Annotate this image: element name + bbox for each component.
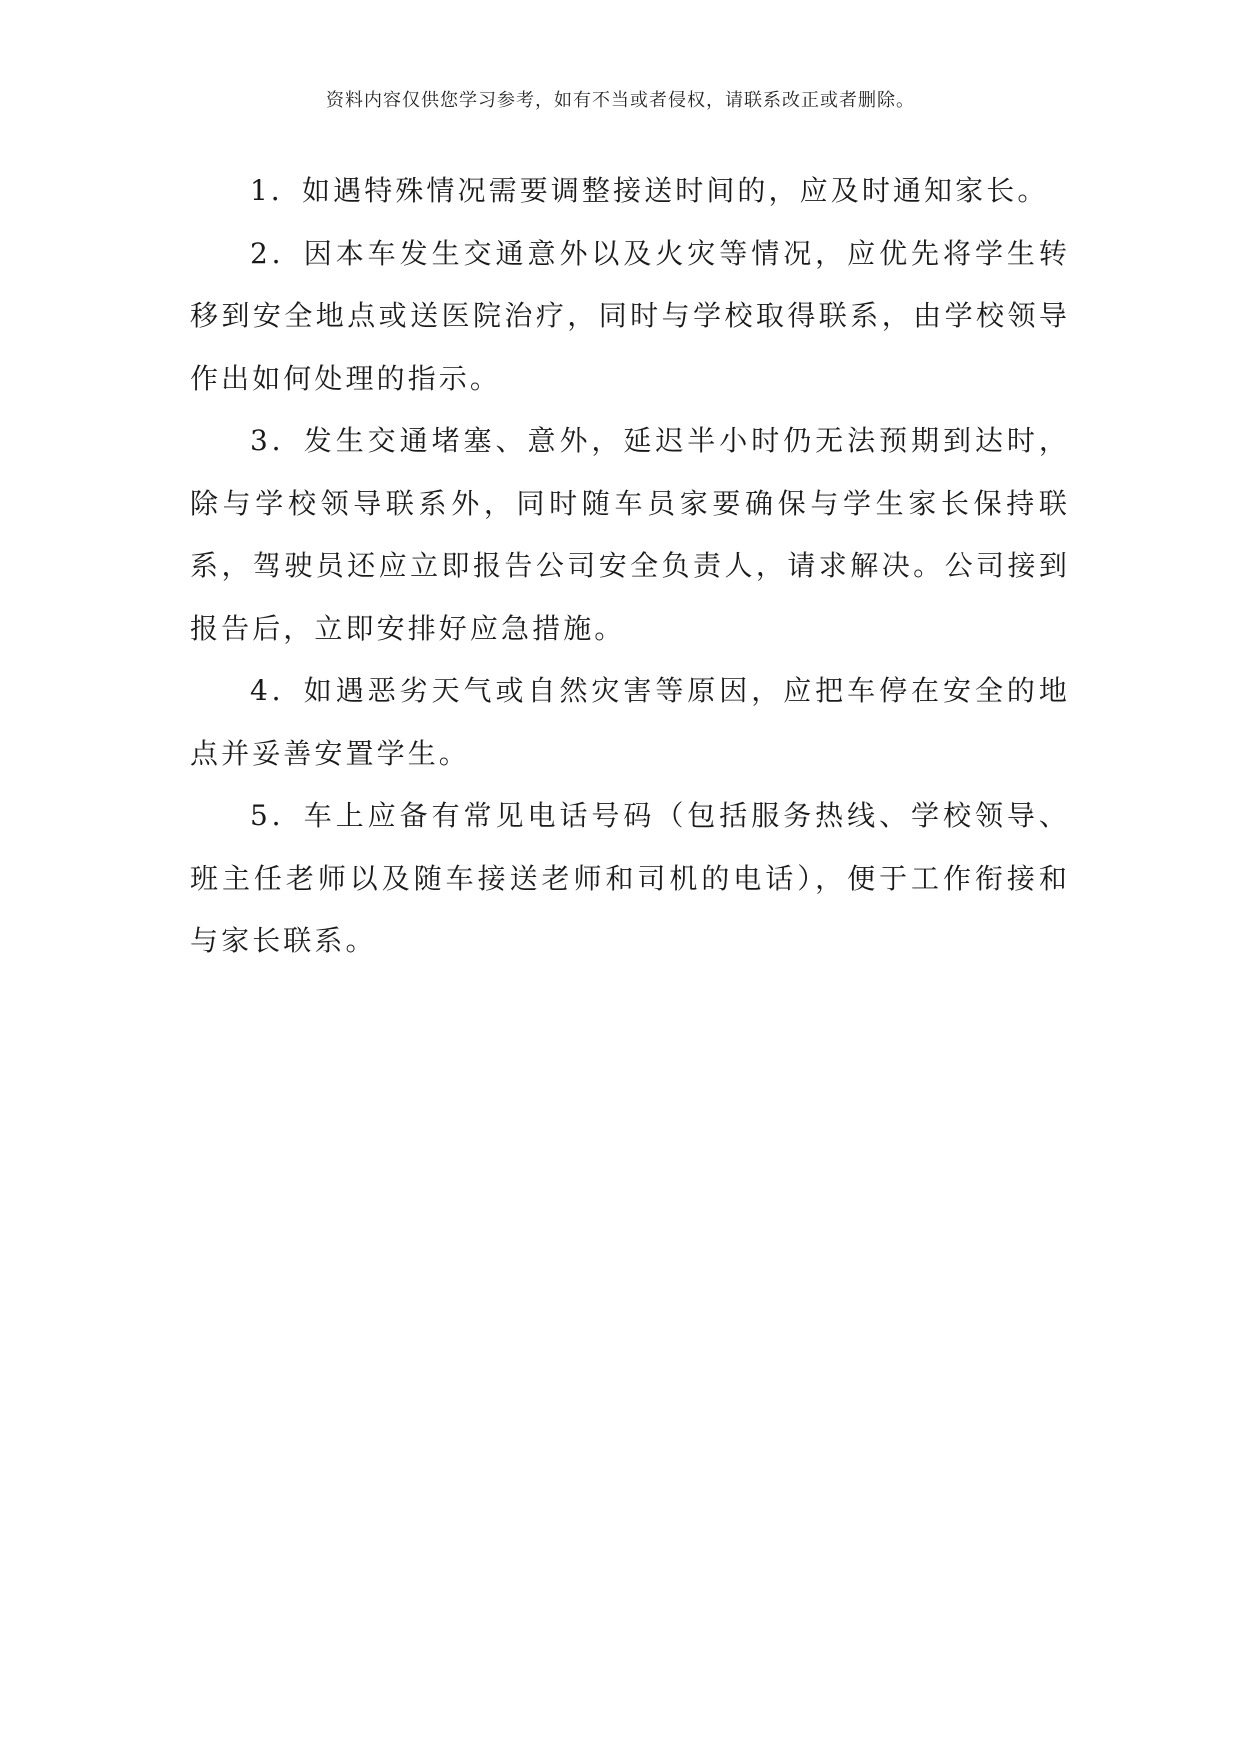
paragraph-4: 4．如遇恶劣天气或自然灾害等原因，应把车停在安全的地点并妥善安置学生。 (190, 674, 1070, 770)
document-body (190, 160, 1070, 973)
paragraph-3: 3．发生交通堵塞、意外，延迟半小时仍无法预期到达时，除与学校领导联系外，同时随车员家要确保与学生家长保持联系，驾驶员还应立即报告公司安全负责人，请求解决。公司接到报告后，立即安排好应急措施。 (190, 424, 1070, 645)
paragraph-2: 2．因本车发生交通意外以及火灾等情况，应优先将学生转移到安全地点或送医院治疗，同时与学校取得联系，由学校领导作出如何处理的指示。 (190, 236, 1070, 395)
paragraph-1: 1．如遇特殊情况需要调整接送时间的，应及时通知家长。 (250, 174, 1049, 207)
disclaimer-header: 资料内容仅供您学习参考，如有不当或者侵权，请联系改正或者删除。 (326, 90, 915, 111)
paragraph-5: 5．车上应备有常见电话号码（包括服务热线、学校领导、班主任老师以及随车接送老师和司机的电话），便于工作衔接和与家长联系。 (190, 799, 1070, 957)
